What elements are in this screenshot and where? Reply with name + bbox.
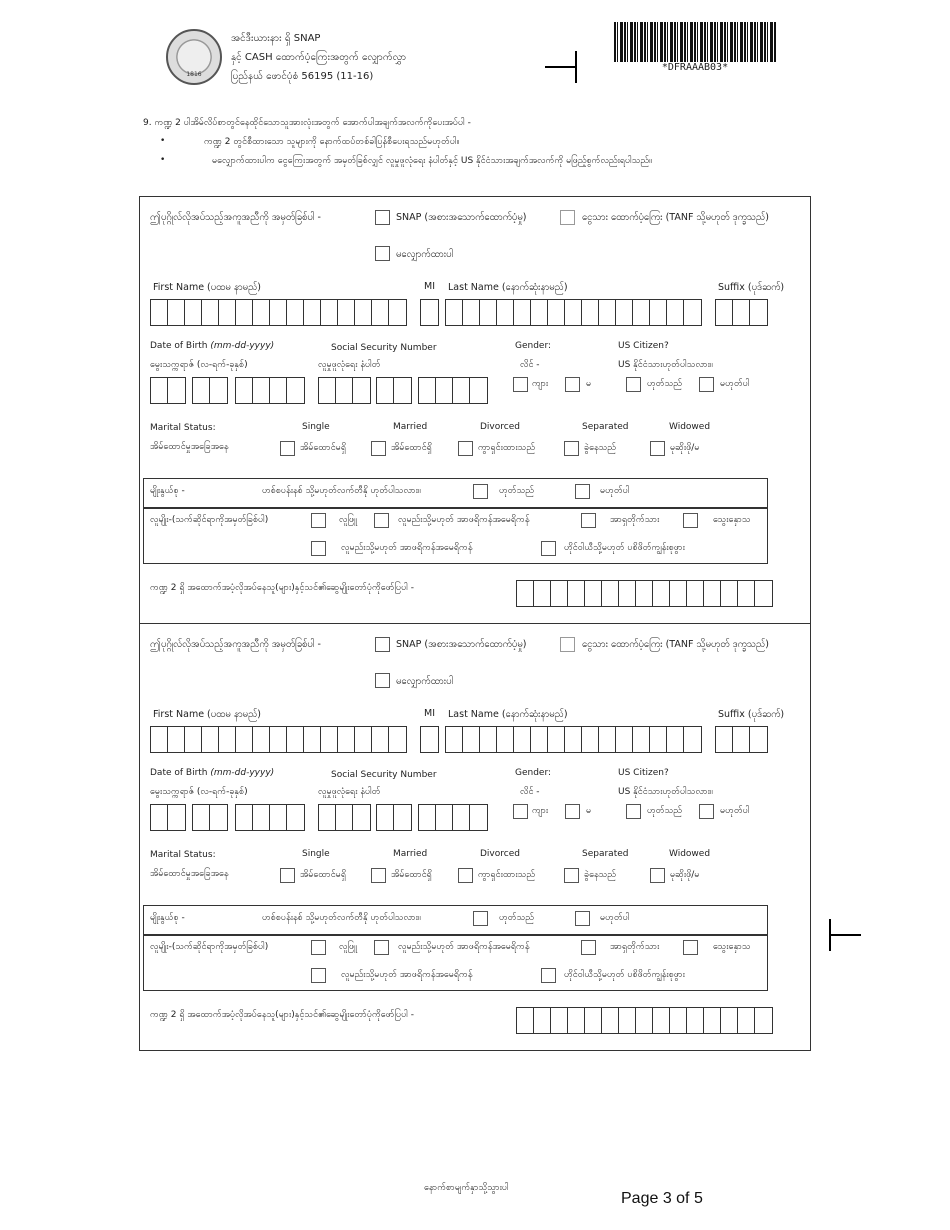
relationship-label: ကဏ္ဍ 2 ရှိ အထောက်အပံ့လိုအပ်နေသူ(များ)နှင့်သင်၏ဆွေမျိုးတော်ပုံကိုဖော်ပြပါ - — [150, 583, 414, 593]
race-hawaiian-checkbox[interactable] — [541, 541, 556, 556]
single-label: Single — [302, 849, 330, 859]
registration-mark — [829, 934, 861, 936]
race-asian-checkbox[interactable] — [581, 940, 596, 955]
person-block-1 — [139, 196, 811, 624]
question-9: 9. ကဏ္ဍ 2 ပါအိမ်လိပ်စာတွင်နေထိုင်သောသူအားလုံးအတွက် အောက်ပါအချက်အလက်ကိုပေးအပ်ပါ - — [143, 118, 471, 128]
suffix-label: Suffix (ပုဒ်ဆက်) — [718, 709, 785, 720]
dob-label-my: မွေးသက္ကရာဇ် (လ-ရက်-ခုနှစ်) — [150, 787, 248, 797]
no-label: မဟုတ်ပါ — [720, 806, 750, 816]
first-name-input[interactable] — [150, 726, 407, 753]
separated-label-my: ခွဲနေသည် — [584, 443, 617, 453]
ssn-part2-input[interactable] — [376, 804, 412, 831]
not-applying-label: မလျှောက်ထားပါ — [396, 676, 454, 687]
race-native-checkbox[interactable] — [683, 940, 698, 955]
race-row — [143, 935, 768, 991]
gender-male-checkbox[interactable] — [513, 377, 528, 392]
widowed-label: Widowed — [669, 422, 711, 432]
eth-yes-label: ဟုတ်သည် — [499, 913, 534, 923]
snap-checkbox[interactable] — [375, 637, 390, 652]
ethnicity-row — [143, 478, 768, 508]
male-label: ကျား — [532, 806, 549, 816]
registration-mark — [829, 919, 831, 951]
separated-checkbox[interactable] — [564, 868, 579, 883]
divorced-label-my: ကွာရှင်းထားသည် — [478, 870, 536, 880]
cash-label: ငွေသား ထောက်ပံ့ကြေး (TANF သို့မဟုတ် ဒုက္ခသည်) — [582, 212, 769, 223]
ethnicity-row — [143, 905, 768, 935]
ssn-label: Social Security Number — [331, 343, 437, 353]
divorced-checkbox[interactable] — [458, 441, 473, 456]
first-name-label: First Name (ပထမ နာမည်) — [153, 709, 261, 720]
citizen-label-my: US နိုင်ငံသားဟုတ်ပါသလား။ — [618, 787, 713, 797]
separated-label: Separated — [582, 422, 629, 432]
married-label: Married — [393, 422, 428, 432]
ethnicity-label: မျိုးနွယ်စု - — [150, 913, 185, 923]
last-name-input[interactable] — [445, 726, 702, 753]
registration-mark — [545, 66, 577, 68]
page-number: Page 3 of 5 — [621, 1190, 703, 1207]
ssn-label-my: လူမှုဖူလုံရေး နံပါတ် — [318, 360, 381, 370]
instruction-bullet-2: မလျှောက်ထားပါက ငွေကြေးအတွက် အမှတ်ခြစ်လျှင် လူမှုဖူလုံရေး နံပါတ်နှင့် US နိုင်ငံသားအချက်အလက်ကို မဖြည့်စွက်လည်းရပါသည်။ — [212, 156, 652, 166]
hispanic-question: ဟစ်စပန်းနစ် သို့မဟုတ်လက်တီနို ဟုတ်ပါသလား။ — [262, 486, 421, 496]
apply-for-label: ဤပုဂ္ဂိုလ်လိုအပ်သည့်အကူအညီကို အမှတ်ခြစ်ပါ - — [150, 639, 321, 650]
barcode-text: *DFRAAAB03* — [661, 62, 729, 73]
hawaiian-label: ဟိုင်ဝါယီသို့မဟုတ် ပစိဖိတ်ကျွန်းစုဖွား — [564, 543, 685, 553]
not-applying-checkbox[interactable] — [375, 673, 390, 688]
ethnicity-label: မျိုးနွယ်စု - — [150, 486, 185, 496]
hispanic-no-checkbox[interactable] — [575, 484, 590, 499]
eth-no-label: မဟုတ်ပါ — [600, 913, 630, 923]
married-checkbox[interactable] — [371, 868, 386, 883]
snap-label: SNAP (အစားအသောက်ထောက်ပံ့မှု) — [396, 639, 527, 650]
registration-mark — [575, 51, 577, 83]
dob-day-input[interactable] — [192, 804, 228, 831]
race-black-2-checkbox[interactable] — [311, 541, 326, 556]
gender-female-checkbox[interactable] — [565, 804, 580, 819]
relationship-input[interactable] — [516, 580, 773, 607]
white-label: လူဖြူ — [339, 515, 357, 525]
cash-checkbox[interactable] — [560, 637, 575, 652]
marital-label: Marital Status: — [150, 423, 216, 433]
first-name-input[interactable] — [150, 299, 407, 326]
race-white-checkbox[interactable] — [311, 513, 326, 528]
gender-label: Gender: — [515, 768, 552, 778]
relationship-input[interactable] — [516, 1007, 773, 1034]
ssn-part3-input[interactable] — [418, 804, 488, 831]
last-name-input[interactable] — [445, 299, 702, 326]
single-label-my: အိမ်ထောင်မရှိ — [300, 443, 346, 453]
asian-label: အာရှတိုက်သား — [610, 942, 660, 952]
separated-label-my: ခွဲနေသည် — [584, 870, 617, 880]
married-checkbox[interactable] — [371, 441, 386, 456]
last-name-label: Last Name (နောက်ဆုံးနာမည်) — [448, 709, 568, 720]
race-white-checkbox[interactable] — [311, 940, 326, 955]
hispanic-yes-checkbox[interactable] — [473, 484, 488, 499]
first-name-label: First Name (ပထမ နာမည်) — [153, 282, 261, 293]
gender-female-checkbox[interactable] — [565, 377, 580, 392]
cash-checkbox[interactable] — [560, 210, 575, 225]
dob-year-input[interactable] — [235, 377, 305, 404]
no-label: မဟုတ်ပါ — [720, 379, 750, 389]
snap-label: SNAP (အစားအသောက်ထောက်ပံ့မှု) — [396, 212, 527, 223]
person-block-2 — [139, 623, 811, 1051]
citizen-no-checkbox[interactable] — [699, 377, 714, 392]
citizen-yes-checkbox[interactable] — [626, 804, 641, 819]
eth-yes-label: ဟုတ်သည် — [499, 486, 534, 496]
citizen-no-checkbox[interactable] — [699, 804, 714, 819]
eth-no-label: မဟုတ်ပါ — [600, 486, 630, 496]
married-label-my: အိမ်ထောင်ရှိ — [391, 870, 432, 880]
single-checkbox[interactable] — [280, 868, 295, 883]
ssn-part3-input[interactable] — [418, 377, 488, 404]
black-label-2: လူမည်းသို့မဟုတ် အာဖရိကန်အမေရိကန် — [341, 970, 473, 980]
race-black-2-checkbox[interactable] — [311, 968, 326, 983]
citizen-label: US Citizen? — [618, 768, 669, 778]
divorced-label: Divorced — [480, 849, 520, 859]
separated-label: Separated — [582, 849, 629, 859]
instruction-bullet-1: ကဏ္ဍ 2 တွင်စီထားသော သူများကို နောက်ထပ်တစ်ခါပြန်စီပေးရသည်မဟုတ်ပါ။ — [204, 137, 460, 147]
suffix-label: Suffix (ပုဒ်ဆက်) — [718, 282, 785, 293]
dob-month-input[interactable] — [150, 377, 186, 404]
citizen-label: US Citizen? — [618, 341, 669, 351]
widowed-label: Widowed — [669, 849, 711, 859]
cash-label: ငွေသား ထောက်ပံ့ကြေး (TANF သို့မဟုတ် ဒုက္ခသည်) — [582, 639, 769, 650]
female-label: မ — [586, 806, 592, 816]
suffix-input[interactable] — [715, 299, 768, 326]
continue-note: နောက်စာမျက်နှာသို့သွားပါ — [424, 1183, 509, 1193]
suffix-input[interactable] — [715, 726, 768, 753]
mi-input[interactable] — [420, 299, 439, 326]
yes-label: ဟုတ်သည် — [647, 379, 682, 389]
state-seal: 1816 — [166, 29, 222, 85]
black-label-2: လူမည်းသို့မဟုတ် အာဖရိကန်အမေရိကန် — [341, 543, 473, 553]
asian-label: အာရှတိုက်သား — [610, 515, 660, 525]
single-label: Single — [302, 422, 330, 432]
widowed-label-my: မုဆိုးဖို/မ — [670, 443, 700, 453]
ssn-part2-input[interactable] — [376, 377, 412, 404]
gender-label: Gender: — [515, 341, 552, 351]
married-label: Married — [393, 849, 428, 859]
not-applying-checkbox[interactable] — [375, 246, 390, 261]
barcode — [614, 22, 776, 62]
ssn-part1-input[interactable] — [318, 804, 371, 831]
widowed-checkbox[interactable] — [650, 441, 665, 456]
white-label: လူဖြူ — [339, 942, 357, 952]
race-row — [143, 508, 768, 564]
form-title-line1: အင်ဒီးယားနား ရှိ SNAP — [231, 33, 321, 44]
race-asian-checkbox[interactable] — [581, 513, 596, 528]
hispanic-yes-checkbox[interactable] — [473, 911, 488, 926]
race-native-checkbox[interactable] — [683, 513, 698, 528]
native-label: သွေးနှောသ — [713, 942, 751, 952]
dob-day-input[interactable] — [192, 377, 228, 404]
bullet-icon: • — [160, 155, 166, 165]
marital-label-my: အိမ်ထောင်မှုအခြေအနေ — [150, 442, 229, 452]
dob-label: Date of Birth (mm-dd-yyyy) — [150, 341, 275, 351]
relationship-label: ကဏ္ဍ 2 ရှိ အထောက်အပံ့လိုအပ်နေသူ(များ)နှင့်သင်၏ဆွေမျိုးတော်ပုံကိုဖော်ပြပါ - — [150, 1010, 414, 1020]
divorced-checkbox[interactable] — [458, 868, 473, 883]
gender-label-my: လိင် - — [520, 787, 540, 797]
dob-label: Date of Birth (mm-dd-yyyy) — [150, 768, 275, 778]
gender-male-checkbox[interactable] — [513, 804, 528, 819]
form-number: ပြည်နယ် ဖောင်ပုံစံ 56195 (11-16) — [231, 71, 374, 82]
dob-year-input[interactable] — [235, 804, 305, 831]
race-black-checkbox[interactable] — [374, 513, 389, 528]
mi-label: MI — [424, 708, 435, 719]
citizen-yes-checkbox[interactable] — [626, 377, 641, 392]
mi-input[interactable] — [420, 726, 439, 753]
native-label: သွေးနှောသ — [713, 515, 751, 525]
ssn-label: Social Security Number — [331, 770, 437, 780]
yes-label: ဟုတ်သည် — [647, 806, 682, 816]
hispanic-question: ဟစ်စပန်းနစ် သို့မဟုတ်လက်တီနို ဟုတ်ပါသလား။ — [262, 913, 421, 923]
divorced-label: Divorced — [480, 422, 520, 432]
black-label: လူမည်းသို့မဟုတ် အာဖရိကန်အမေရိကန် — [398, 942, 530, 952]
race-black-checkbox[interactable] — [374, 940, 389, 955]
female-label: မ — [586, 379, 592, 389]
black-label: လူမည်းသို့မဟုတ် အာဖရိကန်အမေရိကန် — [398, 515, 530, 525]
male-label: ကျား — [532, 379, 549, 389]
widowed-checkbox[interactable] — [650, 868, 665, 883]
dob-month-input[interactable] — [150, 804, 186, 831]
bullet-icon: • — [160, 136, 166, 146]
single-checkbox[interactable] — [280, 441, 295, 456]
race-label: လူမျိုး-(သက်ဆိုင်ရာကိုအမှတ်ခြစ်ပါ) — [150, 942, 269, 952]
hawaiian-label: ဟိုင်ဝါယီသို့မဟုတ် ပစိဖိတ်ကျွန်းစုဖွား — [564, 970, 685, 980]
gender-label-my: လိင် - — [520, 360, 540, 370]
apply-for-label: ဤပုဂ္ဂိုလ်လိုအပ်သည့်အကူအညီကို အမှတ်ခြစ်ပါ - — [150, 212, 321, 223]
widowed-label-my: မုဆိုးဖို/မ — [670, 870, 700, 880]
mi-label: MI — [424, 281, 435, 292]
hispanic-no-checkbox[interactable] — [575, 911, 590, 926]
marital-label-my: အိမ်ထောင်မှုအခြေအနေ — [150, 869, 229, 879]
snap-checkbox[interactable] — [375, 210, 390, 225]
race-hawaiian-checkbox[interactable] — [541, 968, 556, 983]
single-label-my: အိမ်ထောင်မရှိ — [300, 870, 346, 880]
married-label-my: အိမ်ထောင်ရှိ — [391, 443, 432, 453]
marital-label: Marital Status: — [150, 850, 216, 860]
ssn-label-my: လူမှုဖူလုံရေး နံပါတ် — [318, 787, 381, 797]
last-name-label: Last Name (နောက်ဆုံးနာမည်) — [448, 282, 568, 293]
citizen-label-my: US နိုင်ငံသားဟုတ်ပါသလား။ — [618, 360, 713, 370]
ssn-part1-input[interactable] — [318, 377, 371, 404]
form-title-line2: နှင့် CASH ထောက်ပံ့ကြေးအတွက် လျှောက်လွှာ — [231, 52, 407, 63]
dob-label-my: မွေးသက္ကရာဇ် (လ-ရက်-ခုနှစ်) — [150, 360, 248, 370]
not-applying-label: မလျှောက်ထားပါ — [396, 249, 454, 260]
divorced-label-my: ကွာရှင်းထားသည် — [478, 443, 536, 453]
race-label: လူမျိုး-(သက်ဆိုင်ရာကိုအမှတ်ခြစ်ပါ) — [150, 515, 269, 525]
separated-checkbox[interactable] — [564, 441, 579, 456]
